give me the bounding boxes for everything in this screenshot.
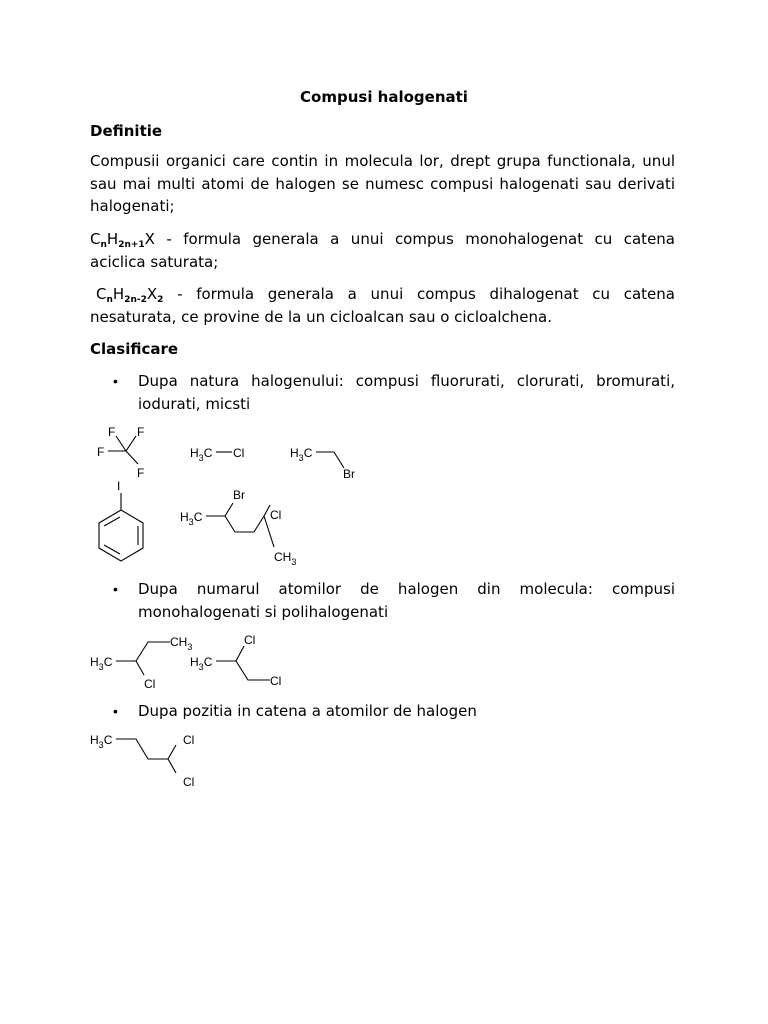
formula-h: H [106,230,119,248]
trifluoromethyl-structure [90,420,160,482]
formula-description: - formula generala a unui compus dihalogenat cu catena nesaturata, ce provine de la un cicloalcan sau o cicloalchena. [90,285,675,326]
dichloropentane-structure [88,728,208,798]
formula-description: - formula generala a unui compus monohalogenat cu catena aciclica saturata; [90,230,675,271]
dichlorobutane-structure [188,630,298,692]
bullet-marker: • [113,581,118,597]
h3c-label: $H_3C$ [190,655,213,672]
atom-cl: Cl [183,775,195,789]
bromoethane-structure [288,440,368,482]
atom-cl: Cl [144,677,156,691]
atom-cl: Cl [183,733,195,747]
atom-cl: Cl [244,633,256,647]
h3c-label: $H_3C$ [90,733,113,750]
ch3-label: $CH_3$ [170,635,193,652]
classification-item-halogen-nature: Dupa natura halogenului: compusi fluorurati, clorurati, bromurati, iodurati, micsti [138,372,675,413]
atom-br: Br [343,467,355,481]
chlorobutane-structure [88,630,198,692]
classification-heading: Clasificare [90,340,179,358]
h3c-label: $H_3C$ [90,655,113,672]
h3c-label: $H_3C$ [180,510,203,527]
document-title: Compusi halogenati [300,88,468,106]
atom-cl: Cl [270,508,282,522]
formula-x: X [144,230,155,248]
formula-sub-x: 2 [157,295,164,305]
formula-sub-h: 2n+1 [118,240,145,250]
classification-item-halogen-position: Dupa pozitia in catena a atomilor de halogen [138,702,477,720]
formula-sub-n: n [100,240,107,250]
atom-f: F [97,445,105,459]
formula-sub-h: 2n-2 [124,295,147,305]
ch3-label: $CH_3$ [274,550,297,567]
chloromethane-structure [188,440,260,464]
bullet-marker: • [113,703,118,719]
bromo-chloro-hexane-structure [178,485,308,570]
definition-heading: Definitie [90,122,163,140]
formula-c: C [96,285,107,303]
atom-i: I [117,479,121,493]
formula-c: C [90,230,101,248]
bullet-marker: • [113,373,118,389]
iodobenzene-structure [88,476,158,566]
atom-f: F [108,425,116,439]
general-formula-dihalogen [90,283,675,328]
formula-sub-n: n [106,295,113,305]
atom-f: F [137,425,145,439]
atom-f: F [137,466,145,480]
h3c-label: $H_3C$ [190,446,213,463]
definition-paragraph: Compusii organici care contin in molecula lor, drept grupa functionala, unul sau mai multi atomi de halogen se numesc compusi halogenati sau derivati halogenati; [90,152,675,215]
formula-h: H [112,285,125,303]
classification-item-halogen-count: Dupa numarul atomilor de halogen din molecula: compusi monohalogenati si polihalogenati [138,580,675,621]
general-formula-monohalogen [90,228,675,273]
atom-br: Br [233,488,245,502]
atom-cl: Cl [233,446,245,460]
formula-x: X [146,285,158,303]
atom-cl: Cl [270,674,282,688]
h3c-label: $H_3C$ [290,446,313,463]
